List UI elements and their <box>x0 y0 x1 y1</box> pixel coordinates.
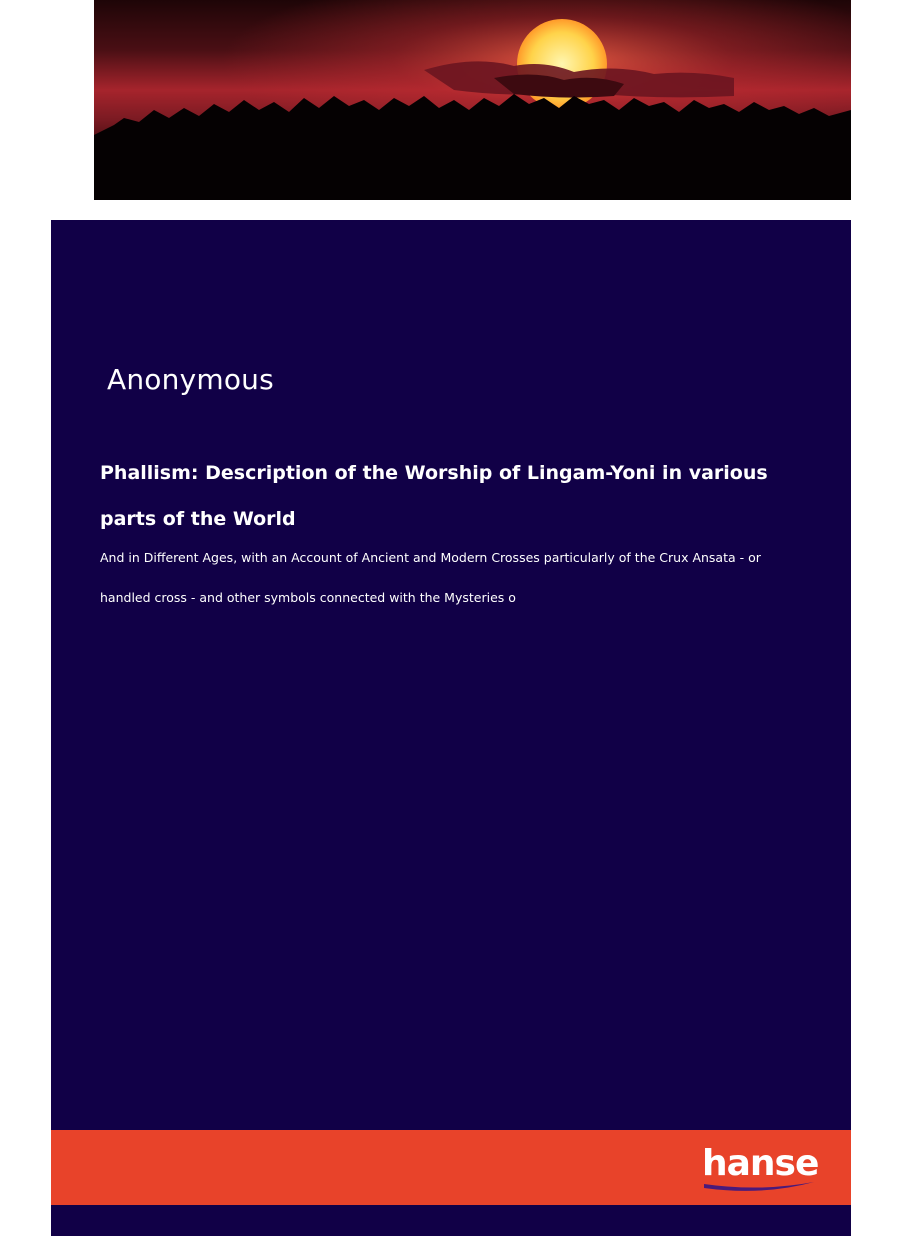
book-title: Phallism: Description of the Worship of Lingam-Yoni in various parts of the World <box>100 462 768 530</box>
cover-sunset-image <box>94 0 851 200</box>
logo-swoosh-icon <box>702 1142 818 1192</box>
publisher-logo <box>702 1142 818 1192</box>
cover-panel <box>51 220 851 1236</box>
publisher-band <box>51 1130 851 1205</box>
book-subtitle: And in Different Ages, with an Account of Ancient and Modern Crosses particularly of the Crux Ansata - or handled cross - and other symbols connected with the Mysteries o <box>100 550 761 605</box>
publisher-logo-text: hanse <box>702 1143 819 1184</box>
author-name: Anonymous <box>107 363 274 396</box>
